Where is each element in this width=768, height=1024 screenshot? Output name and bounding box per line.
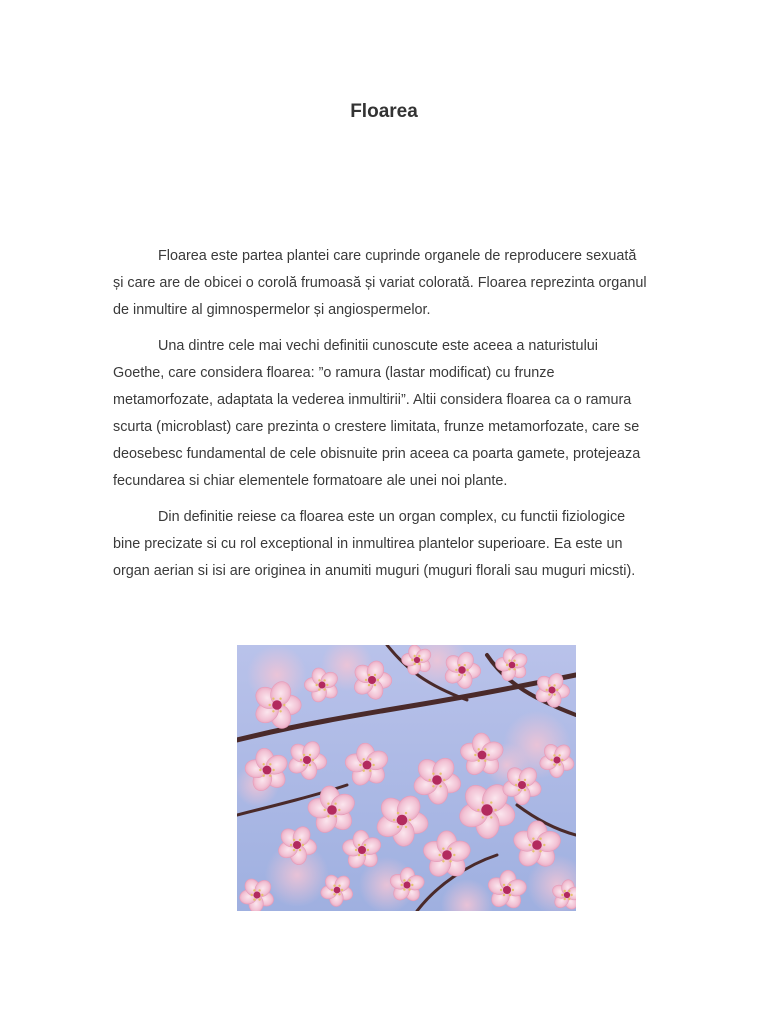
stamen	[405, 812, 407, 814]
paragraph-1: Floarea este partea plantei care cuprinde organele de reproducere sexuată și care are de obicei o corolă frumoasă și variat colorată. Floarea reprezinta organul de inmultire al gimnospermelor și angiospermelor.	[113, 248, 647, 318]
stamen	[568, 890, 570, 892]
stamen	[548, 693, 550, 695]
stamen	[338, 809, 340, 811]
stamen	[359, 764, 361, 766]
stamen	[272, 769, 274, 771]
flower-center	[554, 757, 561, 764]
stamen	[524, 789, 526, 791]
stamen	[253, 889, 255, 891]
stamen	[338, 885, 340, 887]
stamen	[512, 889, 514, 891]
stamen	[411, 659, 413, 661]
stamen	[318, 688, 320, 690]
stamen	[279, 698, 281, 700]
stamen	[432, 773, 434, 775]
flower-center	[334, 887, 341, 894]
flower-center	[478, 751, 487, 760]
stamen	[508, 660, 510, 662]
stamen	[539, 838, 541, 840]
document-body	[113, 243, 649, 594]
stamen	[299, 839, 301, 841]
stamen	[529, 844, 531, 846]
stamen	[508, 668, 510, 670]
stamen	[303, 754, 305, 756]
stamen	[369, 770, 371, 772]
stamen	[515, 784, 517, 786]
stamen	[323, 688, 325, 690]
stamen	[414, 655, 416, 657]
flower-center	[327, 805, 337, 815]
stamen	[553, 684, 555, 686]
flower-center	[481, 804, 492, 815]
stamen	[558, 754, 560, 756]
stamen	[316, 684, 318, 686]
flower-center	[414, 657, 420, 663]
stamen	[478, 748, 480, 750]
stamen	[551, 759, 553, 761]
stamen	[341, 889, 343, 891]
stamen	[318, 679, 320, 681]
flower-center	[254, 892, 261, 899]
stamen	[408, 879, 410, 881]
flower-center	[404, 882, 411, 889]
stamen	[269, 704, 271, 706]
stamen	[458, 674, 460, 676]
flower-center	[263, 766, 272, 775]
stamen	[453, 854, 455, 856]
flower-center	[363, 761, 372, 770]
stamen	[449, 848, 451, 850]
stamen	[358, 844, 360, 846]
stamen	[258, 898, 260, 900]
stamen	[312, 759, 314, 761]
stamen	[334, 803, 336, 805]
stamen	[253, 898, 255, 900]
stamen	[309, 764, 311, 766]
stamen	[553, 754, 555, 756]
stamen	[449, 860, 451, 862]
stamen	[299, 849, 301, 851]
stamen	[548, 684, 550, 686]
stamen	[503, 884, 505, 886]
stamen	[251, 894, 253, 896]
flower-center	[432, 775, 442, 785]
stamen	[261, 894, 263, 896]
stamen	[443, 779, 445, 781]
stamen	[263, 775, 265, 777]
stamen	[418, 655, 420, 657]
flower-center	[368, 676, 376, 684]
stamen	[561, 894, 563, 896]
stamen	[323, 679, 325, 681]
stamen	[326, 684, 328, 686]
stamen	[553, 693, 555, 695]
stamen	[269, 775, 271, 777]
stamen	[484, 760, 486, 762]
stamen	[455, 669, 457, 671]
flower-center	[303, 756, 311, 764]
stamen	[397, 826, 399, 828]
stamen	[442, 860, 444, 862]
stamen	[293, 839, 295, 841]
stamen	[490, 801, 492, 803]
flower-center	[532, 840, 542, 850]
stamen	[327, 803, 329, 805]
stamen	[269, 763, 271, 765]
flower-center	[549, 687, 556, 694]
stamen	[263, 763, 265, 765]
stamen	[283, 704, 285, 706]
stamen	[458, 664, 460, 666]
stamen	[516, 664, 518, 666]
stamen	[432, 785, 434, 787]
stamen	[331, 889, 333, 891]
stamen	[324, 809, 326, 811]
stamen	[509, 894, 511, 896]
stamen	[374, 674, 376, 676]
stamen	[564, 890, 566, 892]
stamen	[397, 812, 399, 814]
flower-center	[442, 850, 452, 860]
stamen	[258, 889, 260, 891]
stamen	[403, 888, 405, 890]
stamen	[358, 854, 360, 856]
stamen	[487, 754, 489, 756]
flower-center	[509, 662, 516, 669]
stamen	[300, 759, 302, 761]
stamen	[482, 801, 484, 803]
stamen	[377, 679, 379, 681]
stamen	[293, 849, 295, 851]
stamen	[474, 754, 476, 756]
stamen	[420, 659, 422, 661]
stamen	[333, 893, 335, 895]
stamen	[477, 809, 479, 811]
stamen	[368, 684, 370, 686]
stamen	[302, 844, 304, 846]
stamen	[532, 838, 534, 840]
stamen	[464, 674, 466, 676]
stamen	[334, 815, 336, 817]
stamen	[478, 760, 480, 762]
stamen	[543, 844, 545, 846]
stamen	[439, 773, 441, 775]
stamen	[279, 710, 281, 712]
flower-center	[458, 666, 465, 673]
stamen	[363, 758, 365, 760]
stamen	[365, 679, 367, 681]
stamen	[546, 689, 548, 691]
stamen	[272, 710, 274, 712]
flower-center	[358, 846, 366, 854]
stamen	[503, 894, 505, 896]
stamen	[372, 764, 374, 766]
stamen	[518, 779, 520, 781]
paragraph-2: Una dintre cele mai vechi definitii cunoscute este aceea a naturistului Goethe, care considera floarea: ”o ramura (lastar modificat) cu frunze metamorfozate, adaptata la vederea inmultirii”. Altii considera floarea ca o ramura scurta (microblast) care prezinta o crestere limitata, frunze metamorfozate, care se deosebesc fundamental de cele obisnuite prin aceea ca poarta gamete, protejeaza fecundarea si chiar elementele formatoare ale unei noi plante.	[113, 338, 641, 489]
cherry-blossom-image	[237, 645, 576, 911]
stamen	[364, 854, 366, 856]
stamen	[405, 826, 407, 828]
stamen	[539, 850, 541, 852]
stamen	[290, 844, 292, 846]
stamen	[338, 893, 340, 895]
stamen	[409, 819, 411, 821]
stamen	[259, 769, 261, 771]
flower-center	[397, 815, 408, 826]
stamen	[439, 785, 441, 787]
stamen	[309, 754, 311, 756]
stamen	[408, 888, 410, 890]
stamen	[466, 669, 468, 671]
stamen	[303, 764, 305, 766]
stamen	[393, 819, 395, 821]
stamen	[524, 779, 526, 781]
stamen	[570, 894, 572, 896]
paragraph-3: Din definitie reiese ca floarea este un organ complex, cu functii fiziologice bine precizate si cu rol exceptional in inmultirea plantelor superioare. Ea este un organ aerian si isi are originea in anumiti muguri (muguri florali sau muguri micsti).	[113, 509, 636, 579]
stamen	[355, 849, 357, 851]
stamen	[568, 898, 570, 900]
cherry-blossom-illustration	[237, 645, 576, 911]
stamen	[513, 668, 515, 670]
stamen	[367, 849, 369, 851]
flower-center	[518, 781, 526, 789]
flower-center	[564, 892, 570, 898]
stamen	[509, 884, 511, 886]
stamen	[429, 779, 431, 781]
stamen	[442, 848, 444, 850]
stamen	[369, 758, 371, 760]
stamen	[527, 784, 529, 786]
stamen	[558, 763, 560, 765]
stamen	[403, 879, 405, 881]
stamen	[333, 885, 335, 887]
flower-center	[319, 682, 326, 689]
stamen	[561, 759, 563, 761]
flower-center	[503, 886, 511, 894]
stamen	[553, 763, 555, 765]
stamen	[506, 664, 508, 666]
stamen	[272, 698, 274, 700]
stamen	[464, 664, 466, 666]
stamen	[364, 844, 366, 846]
stamen	[513, 660, 515, 662]
page-title: Floarea	[350, 101, 418, 122]
stamen	[418, 663, 420, 665]
stamen	[363, 770, 365, 772]
stamen	[482, 816, 484, 818]
stamen	[439, 854, 441, 856]
stamen	[494, 809, 496, 811]
flower-center	[293, 841, 301, 849]
stamen	[500, 889, 502, 891]
stamen	[401, 884, 403, 886]
stamen	[490, 816, 492, 818]
stamen	[374, 684, 376, 686]
stamen	[411, 884, 413, 886]
flower-center	[272, 700, 282, 710]
stamen	[532, 850, 534, 852]
stamen	[484, 748, 486, 750]
stamen	[368, 674, 370, 676]
stamen	[414, 663, 416, 665]
stamen	[564, 898, 566, 900]
stamen	[327, 815, 329, 817]
stamen	[556, 689, 558, 691]
stamen	[518, 789, 520, 791]
